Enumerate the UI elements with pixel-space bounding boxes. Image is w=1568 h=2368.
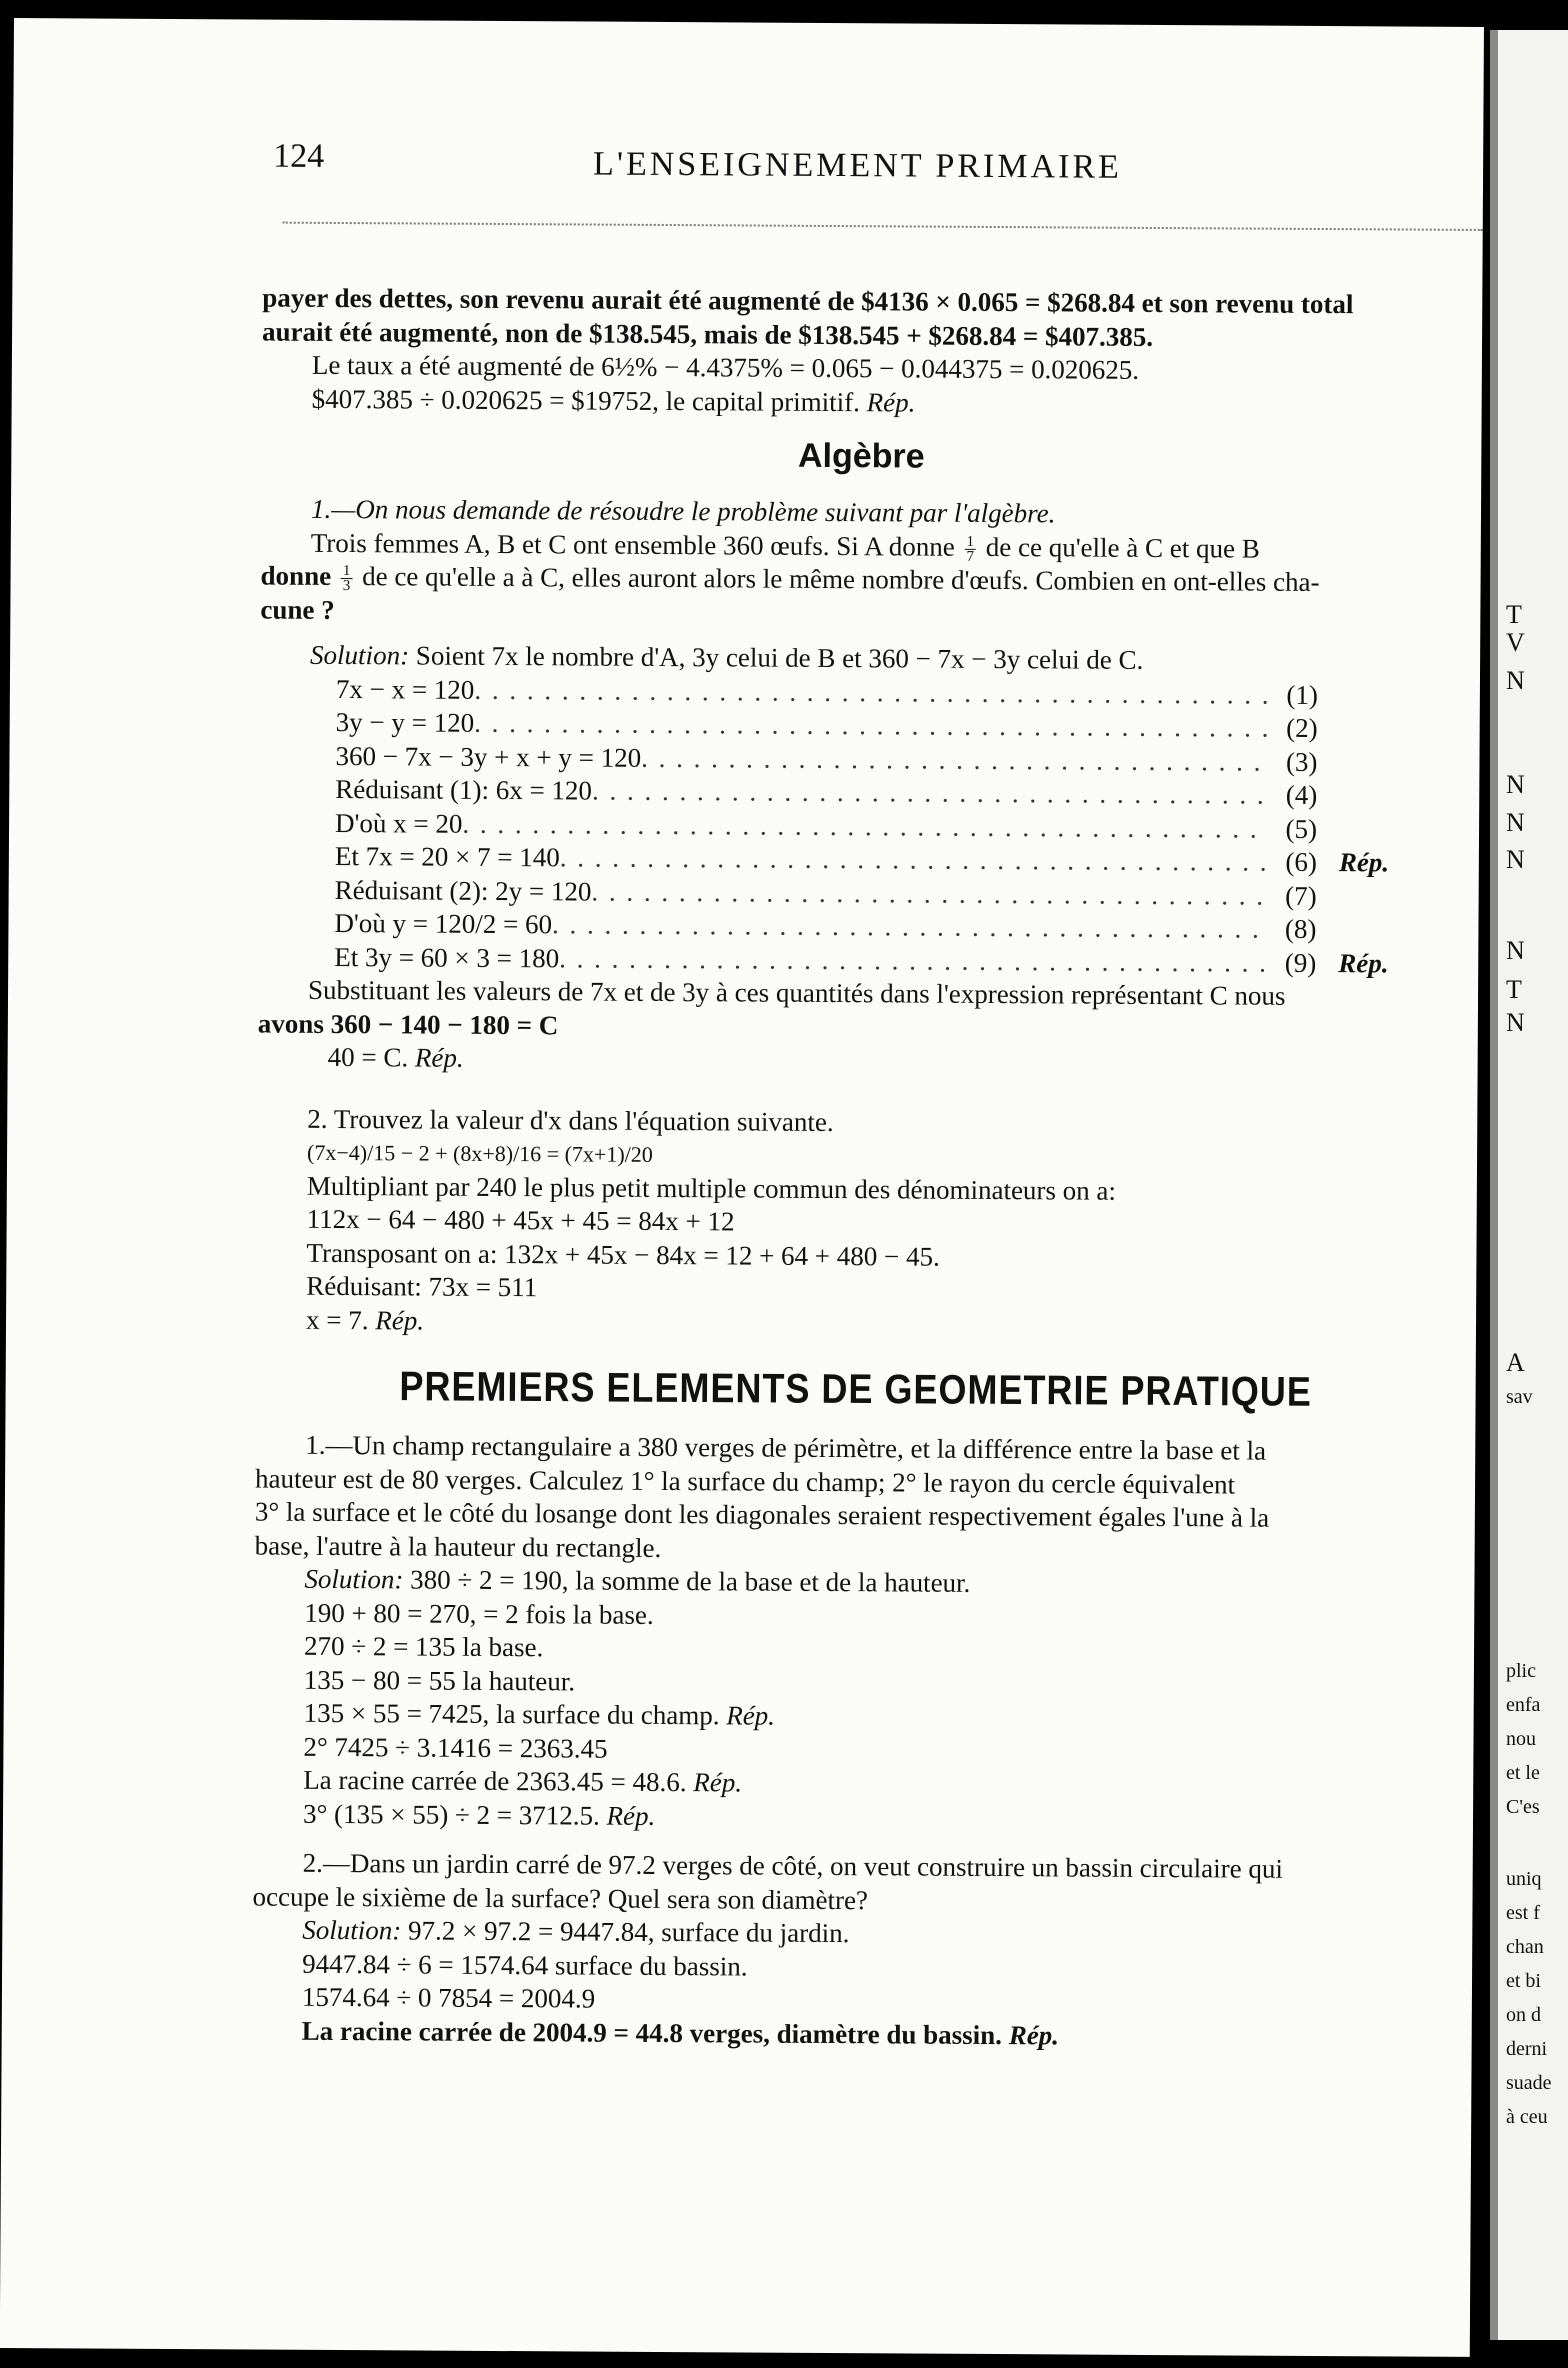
rep-label: Rép. — [1338, 947, 1389, 978]
adjacent-page-fragment: N — [1506, 845, 1525, 874]
adjacent-page-fragment: et bi — [1506, 1970, 1541, 1992]
dot-leader — [474, 707, 1270, 745]
problem-line: occupe le sixième de la surface? Quel sera son diamètre? — [252, 1880, 869, 1915]
equation-number: (1) — [1286, 679, 1318, 710]
solution-line: Solution: 97.2 × 97.2 = 9447.84, surface du jardin. — [302, 1914, 850, 1949]
solution-line: 135 × 55 = 7425, la surface du champ. Rép. — [303, 1697, 776, 1731]
adjacent-page-fragment: V — [1506, 628, 1525, 657]
adjacent-page-fragment: N — [1506, 1008, 1525, 1037]
solution-intro: Solution: Soient 7x le nombre d'A, 3y celui de B et 360 − 7x − 3y celui de C. — [310, 639, 1144, 675]
equation-text: 3y − y = 120 — [335, 706, 475, 738]
rep-label — [1318, 678, 1460, 712]
equation-line: (7x−4)/15 − 2 + (8x+8)/16 = (7x+1)/20 — [307, 1139, 653, 1167]
rep-label — [1316, 913, 1458, 947]
working-line: x = 7. Rép. — [305, 1304, 425, 1336]
adjacent-page-fragment: est f — [1506, 1902, 1540, 1924]
problem-line: cune ? — [260, 594, 335, 625]
running-header — [273, 138, 1473, 205]
rep-label: Rép. — [414, 1042, 464, 1073]
adjacent-page-fragment: chan — [1506, 1936, 1544, 1958]
adjacent-page-fragment: nou — [1506, 1728, 1536, 1750]
adjacent-page-fragment: N — [1506, 936, 1525, 965]
equation-number: (8) — [1284, 913, 1317, 944]
adjacent-page-fragment: N — [1506, 770, 1525, 799]
adjacent-page-fragment: derni — [1506, 2038, 1548, 2060]
rep-label — [1317, 745, 1459, 779]
adjacent-page-fragment: et le — [1506, 1762, 1540, 1784]
solution-line: 9447.84 ÷ 6 = 1574.64 surface du bassin. — [302, 1948, 748, 1982]
problem-line: hauteur est de 80 verges. Calculez 1° la surface du champ; 2° le rayon du cercle équivalent — [254, 1463, 1236, 1499]
working-line: 112x − 64 − 480 + 45x + 45 = 84x + 12 — [306, 1203, 735, 1237]
rep-label: Rép. — [606, 1800, 656, 1831]
adjacent-page-fragment: N — [1506, 666, 1525, 695]
rep-label — [1318, 712, 1460, 746]
solution-line: 3° (135 × 55) ÷ 2 = 3712.5. Rép. — [302, 1798, 656, 1831]
dot-leader — [474, 673, 1270, 711]
dot-leader — [559, 942, 1268, 980]
equation-text: D'où y = 120/2 = 60 — [334, 907, 553, 940]
solution-line: 1574.64 ÷ 0 7854 = 2004.9 — [301, 1981, 596, 2014]
solution-line: La racine carrée de 2363.45 = 48.6. Rép. — [303, 1764, 743, 1798]
intro-block — [252, 282, 1463, 2055]
dot-leader — [591, 875, 1268, 913]
equation-text: Réduisant (2): 2y = 120 — [334, 874, 592, 907]
rep-label — [1317, 879, 1459, 913]
equation-text: D'où x = 20 — [335, 807, 463, 839]
intro-line: Le taux a été augmenté de 6½% − 4.4375% = 0.065 − 0.044375 = 0.020625. — [311, 349, 1140, 385]
equation-text: Réduisant (1): 6x = 120 — [335, 773, 593, 806]
adjacent-page-fragment: plic — [1506, 1660, 1536, 1682]
equation-number: (7) — [1285, 880, 1317, 911]
equation-number: (2) — [1286, 712, 1318, 743]
running-title: L'ENSEIGNEMENT PRIMAIRE — [593, 145, 1122, 186]
equation-text: Et 7x = 20 × 7 = 140 — [334, 840, 560, 873]
adjacent-page-fragment: sav — [1506, 1386, 1533, 1408]
adjacent-page-fragment: N — [1506, 808, 1525, 837]
rep-label: Rép. — [693, 1767, 743, 1798]
adjacent-page-fragment: T — [1506, 600, 1522, 629]
adjacent-page-fragment: T — [1506, 975, 1522, 1004]
adjacent-page-fragment: uniq — [1506, 1868, 1542, 1890]
rep-label: Rép. — [1008, 2019, 1060, 2050]
adjacent-page-fragment: suade — [1506, 2072, 1552, 2094]
dot-leader — [462, 807, 1269, 845]
rep-label — [1317, 812, 1459, 846]
dot-leader — [592, 775, 1269, 813]
adjacent-page-edge — [1490, 30, 1568, 2340]
book-page — [0, 18, 1484, 2357]
rep-label: Rép. — [1338, 847, 1390, 878]
intro-line: $407.385 ÷ 0.020625 = $19752, le capital primitif. Rép. — [311, 383, 916, 418]
dot-leader — [552, 908, 1269, 946]
dot-leader — [641, 741, 1270, 778]
fraction-one-seventh: $\frac{1}{7}$ — [966, 533, 975, 565]
working-line: Réduisant: 73x = 511 — [306, 1270, 538, 1303]
equation-text: Et 3y = 60 × 3 = 180 — [334, 941, 560, 973]
problem-line: 1.—Un champ rectangulaire a 380 verges de périmètre, et la différence entre la base et la — [305, 1429, 1267, 1466]
adjacent-page-fragment: A — [1506, 1348, 1525, 1377]
section-heading-algebra: Algèbre — [797, 436, 925, 476]
rep-label: Rép. — [866, 386, 916, 418]
equation-number: (3) — [1285, 746, 1318, 777]
adjacent-page-fragment: enfa — [1506, 1694, 1541, 1716]
rep-label — [1317, 779, 1459, 813]
substitution-line: Substituant les valeurs de 7x et de 3y à ces quantités dans l'expression représentant C nous — [307, 974, 1286, 1011]
problem-title: 2. Trouvez la valeur d'x dans l'équation suivante. — [307, 1103, 834, 1137]
intro-line: payer des dettes, son revenu aurait été augmenté de $4136 × 0.065 = $268.84 et son revenu total — [262, 282, 1354, 320]
problem-line: donne $\frac{1}{3}$ de ce qu'elle a à C, elles auront alors le même nombre d'œufs. Combien en ont-elles cha- — [260, 560, 1320, 597]
problem-line: base, l'autre à la hauteur du rectangle. — [254, 1529, 662, 1563]
adjacent-page-fragment: à ceu — [1506, 2106, 1548, 2128]
solution-line: 190 + 80 = 270, = 2 fois la base. — [304, 1597, 654, 1630]
header-rule — [283, 222, 1483, 231]
intro-line: aurait été augmenté, non de $138.545, mais de $138.545 + $268.84 = $407.385. — [262, 316, 1154, 352]
page-number: 124 — [273, 137, 325, 175]
problem-line: 3° la surface et le côté du losange dont les diagonales seraient respectivement égales l'une à la — [254, 1496, 1270, 1533]
equation-text: 7x − x = 120 — [335, 673, 475, 705]
problem-line: Trois femmes A, B et C ont ensemble 360 œufs. Si A donne $\frac{1}{7}$ de ce qu'elle à C et que B — [310, 527, 1260, 565]
solution-line: 135 − 80 = 55 la hauteur. — [303, 1664, 576, 1696]
working-line: Multipliant par 240 le plus petit multiple commun des dénominateurs on a: — [306, 1170, 1117, 1206]
equation-number: (5) — [1285, 813, 1318, 844]
problem-title: 1.—On nous demande de résoudre le problème suivant par l'algèbre. — [310, 493, 1056, 529]
solution-line: 2° 7425 ÷ 3.1416 = 2363.45 — [303, 1731, 608, 1764]
solution-steps — [258, 672, 1460, 981]
working-line: Transposant on a: 132x + 45x − 84x = 12 + 64 + 480 − 45. — [306, 1237, 940, 1272]
dot-leader — [560, 841, 1269, 879]
equation-text: 360 − 7x − 3y + x + y = 120 — [335, 740, 642, 773]
substitution-line: 40 = C. Rép. — [327, 1041, 464, 1073]
solution-line: 270 ÷ 2 = 135 la base. — [303, 1630, 544, 1663]
equation-number: (4) — [1285, 779, 1318, 810]
section-heading-geometry: PREMIERS ELEMENTS DE GEOMETRIE PRATIQUE — [399, 1362, 1312, 1415]
equation-number: (6) — [1285, 846, 1317, 877]
adjacent-page-fragment: C'es — [1506, 1796, 1540, 1818]
equation-number: (9) — [1284, 947, 1317, 978]
rep-label: Rép. — [375, 1304, 425, 1336]
solution-line: La racine carrée de 2004.9 = 44.8 verges, diamètre du bassin. Rép. — [301, 2015, 1060, 2050]
substitution-line: avons 360 − 140 − 180 = C — [257, 1008, 559, 1040]
rep-label: Rép. — [726, 1700, 776, 1731]
fraction-one-third: $\frac{1}{3}$ — [342, 563, 351, 595]
problem-line: 2.—Dans un jardin carré de 97.2 verges de côté, on veut construire un bassin circulaire qui — [302, 1847, 1283, 1884]
solution-line: Solution: 380 ÷ 2 = 190, la somme de la base et de la hauteur. — [304, 1563, 971, 1598]
adjacent-page-fragment: on d — [1506, 2004, 1541, 2026]
